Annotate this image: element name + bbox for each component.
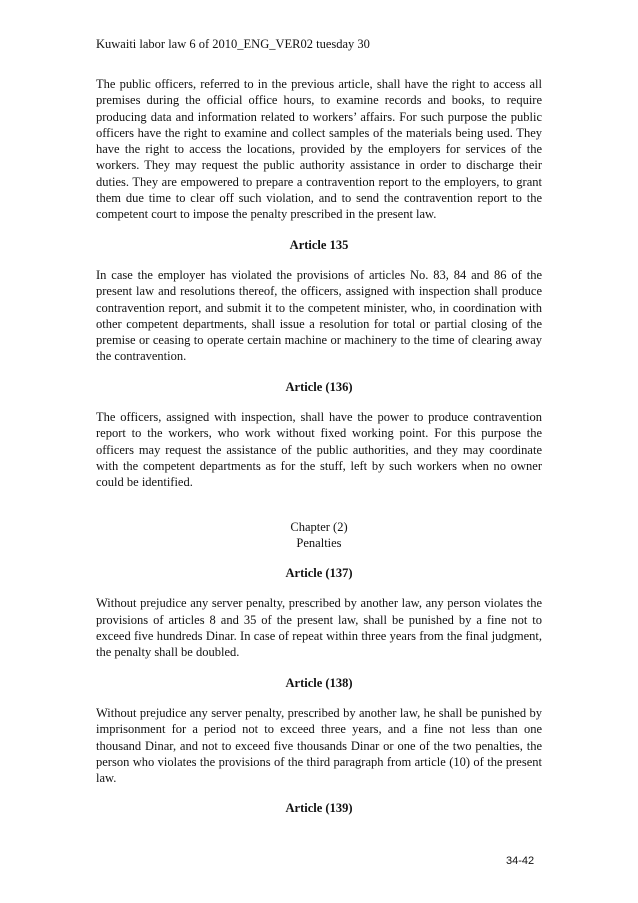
article-136-title: Article (136) [285, 379, 353, 394]
article-135-text: In case the employer has violated the provisions of articles No. 83, 84 and 86 of the present law and resolutions thereof, the officers, assigned with inspection shall produce contravention report, and submit it to the competent minister, who, in coordination with other competent departments, shall issue a resolution for total or partial closing of the premise or ceasing to operate certain machine or machinery to the time of clearing away the contravention. [96, 267, 542, 364]
intro-paragraph: The public officers, referred to in the previous article, shall have the right to access all premises during the official office hours, to examine records and books, to require producing data and information related to workers’ affairs. For such purpose the public officers have the right to examine and collect samples of the materials being used. They have the right to access the locations, provided by the employers for services of the workers. They may request the public authority assistance in order to discharge their duties. They are empowered to prepare a contravention report to the employers, to grant them due time to clear off such violation, and to send the contravention report to the competent court to impose the penalty prescribed in the present law. [96, 77, 542, 222]
page-body [96, 76, 542, 817]
article-135-title: Article 135 [289, 237, 349, 252]
article-137-text: Without prejudice any server penalty, prescribed by another law, any person violates the provisions of articles 8 and 35 of the present law, shall be punished by a fine not to exceed five hundreds Dinar. In case of repeat within three years from the final judgment, the penalty shall be doubled. [96, 596, 542, 660]
article-138-text: Without prejudice any server penalty, prescribed by another law, he shall be punished by imprisonment for a period not to exceed three years, and a fine not less than one thousand Dinar, and not to exceed five thousands Dinar or one of the two penalties, the person who violates the provisions of the third paragraph from article (10) of the present law. [96, 705, 542, 786]
chapter-title: Penalties [296, 535, 342, 550]
article-138-title: Article (138) [285, 675, 353, 690]
page-number: 34-42 [506, 855, 535, 867]
running-header: Kuwaiti labor law 6 of 2010_ENG_VER02 tuesday 30 [96, 37, 370, 51]
chapter-number: Chapter (2) [290, 519, 348, 534]
article-139-title: Article (139) [285, 801, 353, 816]
article-136-text: The officers, assigned with inspection, shall have the power to produce contravention report to the workers, who work without fixed working point. For this purpose the officers may request the assistance of the public authorities, and they may coordinate with the competent departments as for the stuff, left by such workers when no owner could be identified. [96, 410, 542, 490]
article-137-title: Article (137) [285, 566, 353, 581]
